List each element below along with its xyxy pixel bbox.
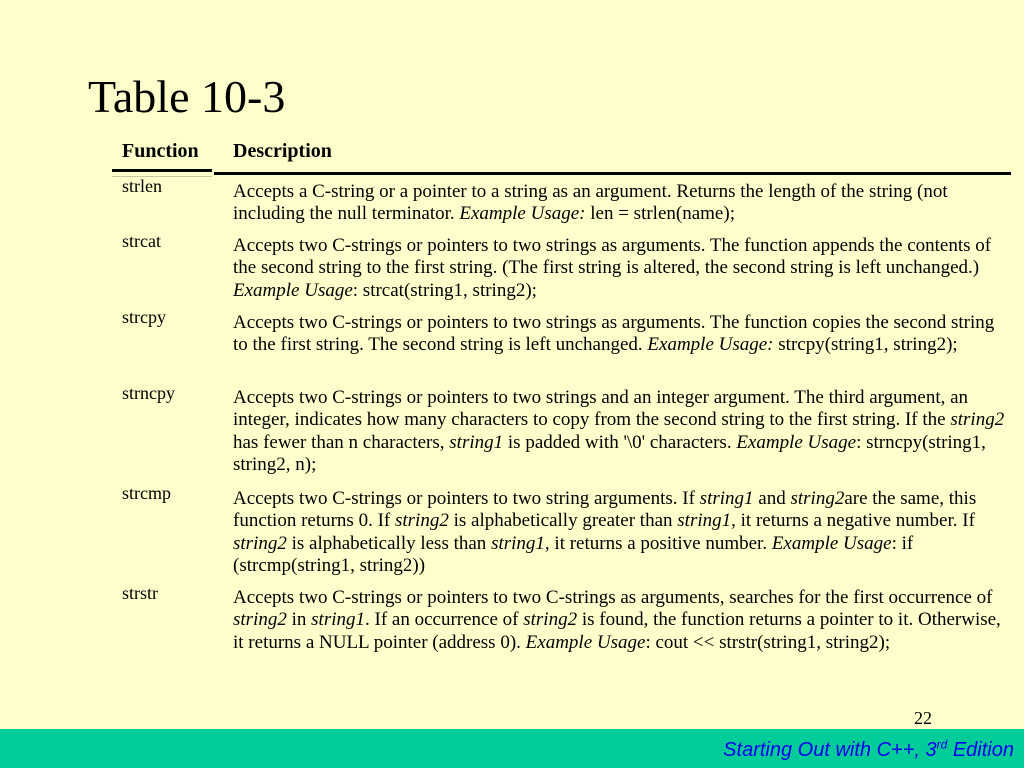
description-strstr: [233, 587, 1005, 654]
description-text-run: Accepts two C-strings or pointers to two C-strings as arguments, searches for the first occurrence of: [233, 587, 993, 608]
description-text-run: has fewer than n characters,: [233, 431, 450, 453]
description-italic-run: Example Usage:: [647, 334, 774, 356]
footer-bar: [0, 729, 1024, 768]
description-italic-run: string2: [233, 532, 287, 554]
description-text-run: are the same, this function returns 0. If: [233, 488, 977, 532]
description-italic-run: string1: [449, 431, 504, 453]
description-strlen: [233, 181, 1005, 226]
description-italic-run: string2: [394, 510, 449, 532]
description-italic-run: Example Usage:: [459, 203, 586, 225]
description-text-run: : strncpy(string1, string2, n);: [233, 431, 986, 476]
column-header-description: Description: [233, 140, 332, 162]
description-text-run: , it returns a positive number.: [544, 532, 772, 554]
description-text-run: and: [753, 488, 791, 509]
function-name-strncpy: strncpy: [122, 383, 175, 403]
description-italic-run: string2: [523, 609, 578, 631]
header-divider-left: [112, 169, 212, 172]
description-text-run: Accepts two C-strings or pointers to two string arguments. If: [233, 488, 700, 509]
description-text-run: : cout << strstr(string1, string2);: [645, 631, 891, 653]
description-strcmp: [233, 488, 1005, 578]
description-text-run: is padded with '\0' characters.: [503, 431, 737, 453]
function-name-strcmp: strcmp: [122, 483, 171, 503]
description-strcat: [233, 235, 1005, 302]
column-header-function: Function: [122, 140, 199, 162]
description-italic-run: string1: [699, 488, 754, 509]
description-text-run: Accepts two C-strings or pointers to two strings as arguments. The function copies the second string to the first string. The second string is left unchanged.: [233, 312, 995, 356]
description-text-run: strcpy(string1, string2);: [773, 334, 958, 356]
footer-title-superscript: rd: [936, 737, 948, 752]
description-italic-run: Example Usage: [736, 431, 857, 453]
footer-title-main: Starting Out with C++, 3: [723, 739, 937, 761]
description-italic-run: string1: [491, 532, 545, 554]
description-text-run: len = strlen(name);: [585, 203, 735, 225]
description-text-run: : if (strcmp(string1, string2)): [233, 532, 914, 577]
description-italic-run: string2: [233, 609, 287, 631]
header-divider-right: [214, 172, 1011, 175]
function-name-strstr: strstr: [122, 583, 158, 603]
description-italic-run: Example Usage: [233, 279, 353, 301]
description-text-run: . If an occurrence of: [365, 609, 524, 631]
function-name-strcpy: strcpy: [122, 307, 166, 327]
description-italic-run: Example Usage: [525, 631, 646, 653]
function-name-strcat: strcat: [122, 231, 161, 251]
description-text-run: in: [286, 609, 312, 631]
description-text-run: is alphabetically less than: [286, 532, 492, 554]
description-text-run: is alphabetically greater than: [448, 510, 678, 532]
footer-book-title: [723, 739, 1014, 762]
footer-title-edition: Edition: [947, 739, 1014, 761]
description-italic-run: Example Usage: [771, 532, 892, 554]
description-italic-run: string1: [677, 510, 732, 532]
description-text-run: Accepts two C-strings or pointers to two strings as arguments. The function appends the contents of the second string to the first string. (The first string is altered, the second string is left unchanged.): [233, 235, 992, 279]
slide-title: Table 10-3: [88, 71, 286, 122]
description-italic-run: string1: [311, 609, 365, 631]
description-text-run: : strcat(string1, string2);: [352, 279, 537, 301]
description-text-run: Accepts a C-string or a pointer to a string as an argument. Returns the length of the string (not including the null terminator.: [233, 181, 948, 225]
description-italic-run: string2: [790, 488, 845, 509]
description-strncpy: [233, 387, 1005, 477]
description-italic-run: string2: [950, 409, 1005, 431]
description-strcpy: [233, 312, 1005, 357]
description-text-run: Accepts two C-strings or pointers to two strings and an integer argument. The third argument, an integer, indicates how many characters to copy from the second string to the first string. If the: [233, 387, 969, 431]
function-name-strlen: strlen: [122, 176, 162, 196]
description-text-run: is found, the function returns a pointer to it. Otherwise, it returns a NULL pointer (address 0).: [233, 609, 1001, 653]
page-number: 22: [914, 708, 932, 728]
description-text-run: , it returns a negative number. If: [731, 510, 975, 532]
